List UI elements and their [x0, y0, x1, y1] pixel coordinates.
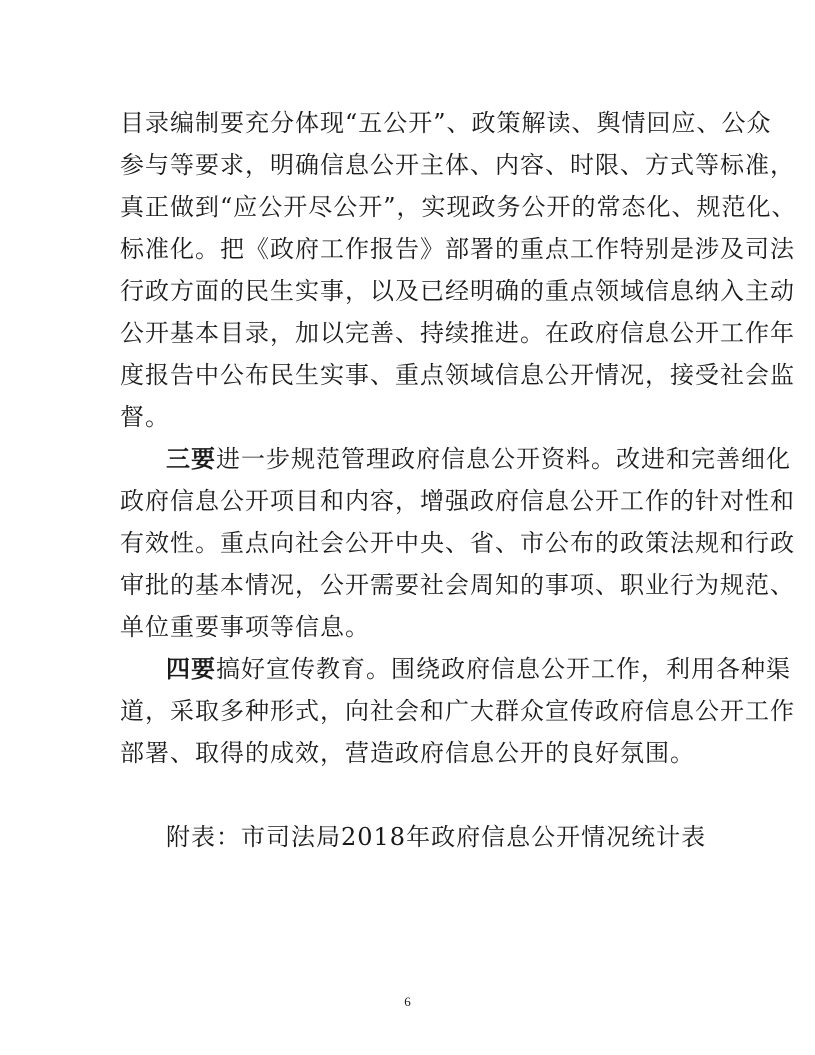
paragraph-lead-text: 搞好宣传教育。围绕政府信息公开工作，利用各种渠 — [216, 655, 791, 683]
paragraph-lead-heading: 三要 — [166, 444, 216, 473]
text-line: 有效性。重点向社会公开中央、省、市公布的政策法规和行政 — [120, 529, 795, 557]
text-line: 行政方面的民生实事，以及已经明确的重点领域信息纳入主动 — [120, 277, 795, 305]
text-line: 道，采取多种形式，向社会和广大群众宣传政府信息公开工作 — [120, 697, 795, 725]
text-line: 公开基本目录，加以完善、持续推进。在政府信息公开工作年 — [120, 319, 795, 347]
text-line: 督。 — [120, 403, 170, 431]
paragraph-lead-text: 进一步规范管理政府信息公开资料。改进和完善细化 — [216, 445, 791, 473]
text-line: 目录编制要充分体现“五公开”、政策解读、舆情回应、公众 — [120, 109, 772, 137]
text-line: 参与等要求，明确信息公开主体、内容、时限、方式等标准， — [120, 151, 795, 179]
text-line: 度报告中公布民生实事、重点领域信息公开情况，接受社会监 — [120, 361, 795, 389]
page-number: 6 — [404, 994, 411, 1009]
text-line: 真正做到“应公开尽公开”，实现政务公开的常态化、规范化、 — [120, 193, 797, 221]
text-line: 部署、取得的成效，营造政府信息公开的良好氛围。 — [120, 739, 695, 767]
text-line — [166, 654, 791, 684]
attachment-note: 附表：市司法局2018年政府信息公开情况统计表 — [166, 823, 707, 851]
text-line: 标准化。把《政府工作报告》部署的重点工作特别是涉及司法 — [120, 235, 795, 263]
text-line: 政府信息公开项目和内容，增强政府信息公开工作的针对性和 — [120, 487, 795, 515]
text-line: 单位重要事项等信息。 — [120, 613, 370, 641]
text-line — [166, 444, 791, 474]
text-line: 审批的基本情况，公开需要社会周知的事项、职业行为规范、 — [120, 571, 795, 599]
paragraph-lead-heading: 四要 — [166, 654, 216, 683]
